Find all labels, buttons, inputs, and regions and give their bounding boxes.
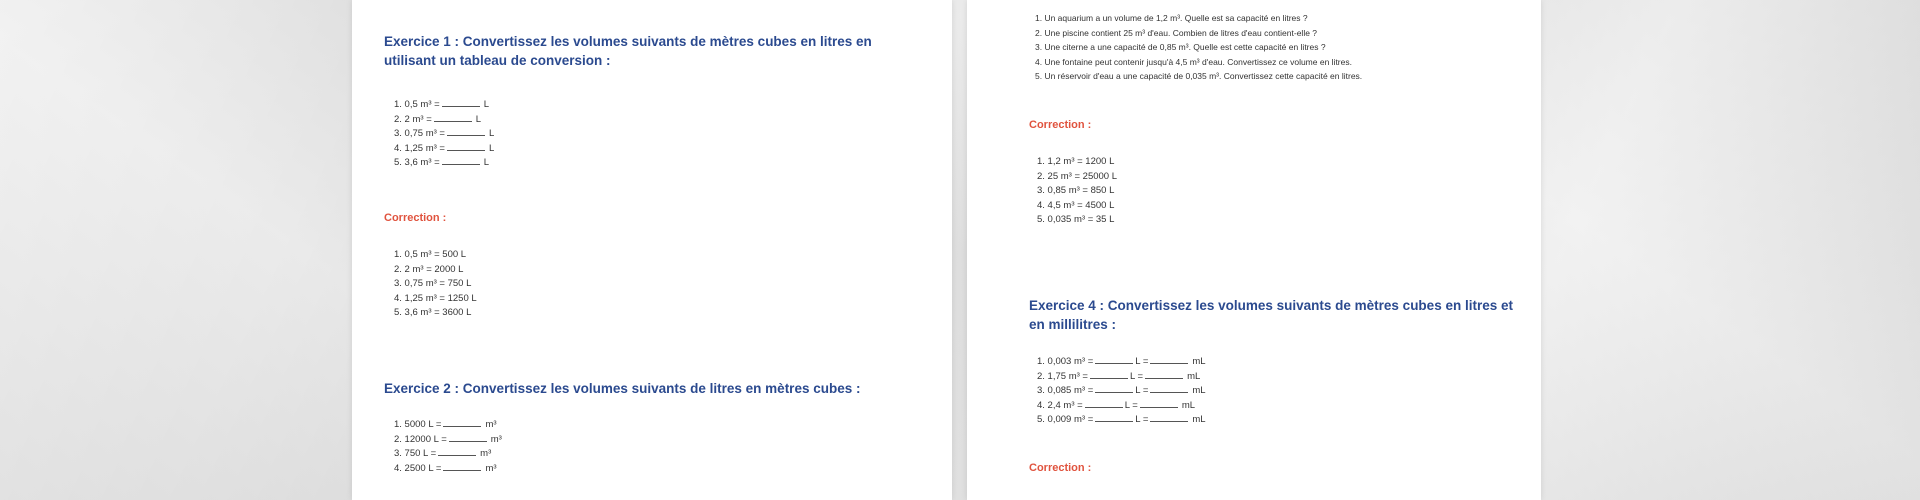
list-item: 1. 1,2 m³ = 1200 L (1037, 156, 1115, 167)
answer-blank[interactable] (1095, 413, 1133, 422)
list-item: 3. 750 L = m³ (394, 448, 492, 459)
list-item: 3. 0,75 m³ = L (394, 128, 495, 139)
question-item: 5. Un réservoir d'eau a une capacité de 0,035 m³. Convertissez cette capacité en litres. (1035, 71, 1363, 81)
answer-blank[interactable] (449, 433, 487, 442)
correction-label: Correction : (384, 212, 447, 224)
answer-blank[interactable] (447, 127, 485, 136)
exercise-1-title: Exercice 1 : Convertissez les volumes suivants de mètres cubes en litres en utilisant un tableau de conversion : (384, 34, 872, 68)
list-item: 2. 25 m³ = 25000 L (1037, 170, 1118, 182)
question-item: 1. Un aquarium a un volume de 1,2 m³. Quelle est sa capacité en litres ? (1035, 13, 1308, 23)
exercise-2-list (394, 418, 502, 476)
answer-blank[interactable] (1150, 413, 1188, 422)
answer-blank[interactable] (443, 418, 481, 427)
correction-label: Correction : (1029, 462, 1092, 474)
exercise-3-correction-list (1037, 155, 1117, 228)
list-item: 1. 0,5 m³ = 500 L (394, 249, 467, 260)
answer-blank[interactable] (1085, 399, 1123, 408)
answer-blank[interactable] (1150, 384, 1188, 393)
answer-blank[interactable] (1150, 355, 1188, 364)
question-item: 4. Une fontaine peut contenir jusqu'à 4,5 m³ d'eau. Convertissez ce volume en litres. (1035, 56, 1352, 67)
list-item: 4. 1,25 m³ = L (394, 142, 495, 154)
answer-blank[interactable] (447, 142, 485, 151)
list-item: 2. 12000 L = m³ (394, 433, 502, 445)
list-item: 3. 0,85 m³ = 850 L (1037, 185, 1115, 196)
list-item: 5. 0,009 m³ = L = mL (1037, 414, 1206, 425)
question-item: 3. Une citerne a une capacité de 0,85 m³. Quelle est cette capacité en litres ? (1035, 42, 1326, 52)
exercise-3-questions (1035, 11, 1362, 84)
list-item: 4. 2500 L = m³ (394, 462, 497, 474)
list-item: 3. 0,085 m³ = L = mL (1037, 385, 1206, 396)
worksheet-page-right (967, 0, 1541, 500)
exercise-4-title: Exercice 4 : Convertissez les volumes suivants de mètres cubes en litres et en millilitres : (1029, 298, 1513, 332)
list-item: 3. 0,75 m³ = 750 L (394, 278, 472, 289)
list-item: 2. 2 m³ = 2000 L (394, 263, 464, 275)
list-item: 5. 3,6 m³ = 3600 L (394, 307, 472, 318)
answer-blank[interactable] (434, 113, 472, 122)
exercise-1-list (394, 98, 494, 171)
answer-blank[interactable] (1145, 370, 1183, 379)
answer-blank[interactable] (1095, 355, 1133, 364)
list-item: 1. 0,003 m³ = L = mL (1037, 356, 1206, 367)
answer-blank[interactable] (443, 462, 481, 471)
list-item: 5. 3,6 m³ = L (394, 157, 489, 168)
exercise-4-list (1037, 355, 1206, 428)
exercise-2-title: Exercice 2 : Convertissez les volumes suivants de litres en mètres cubes : (384, 381, 861, 396)
list-item: 4. 1,25 m³ = 1250 L (394, 292, 477, 304)
list-item: 1. 0,5 m³ = L (394, 99, 489, 110)
answer-blank[interactable] (1140, 399, 1178, 408)
exercise-1-correction-list (394, 248, 477, 321)
list-item: 5. 0,035 m³ = 35 L (1037, 214, 1115, 225)
worksheet-page-left (352, 0, 952, 500)
list-item: 4. 4,5 m³ = 4500 L (1037, 199, 1115, 211)
list-item: 4. 2,4 m³ = L = mL (1037, 399, 1196, 411)
answer-blank[interactable] (1095, 384, 1133, 393)
list-item: 2. 2 m³ = L (394, 113, 482, 125)
answer-blank[interactable] (442, 98, 480, 107)
question-item: 2. Une piscine contient 25 m³ d'eau. Combien de litres d'eau contient-elle ? (1035, 27, 1318, 38)
list-item: 1. 5000 L = m³ (394, 419, 497, 430)
answer-blank[interactable] (1090, 370, 1128, 379)
list-item: 2. 1,75 m³ = L = mL (1037, 370, 1201, 382)
correction-label: Correction : (1029, 119, 1092, 131)
answer-blank[interactable] (442, 156, 480, 165)
answer-blank[interactable] (438, 447, 476, 456)
